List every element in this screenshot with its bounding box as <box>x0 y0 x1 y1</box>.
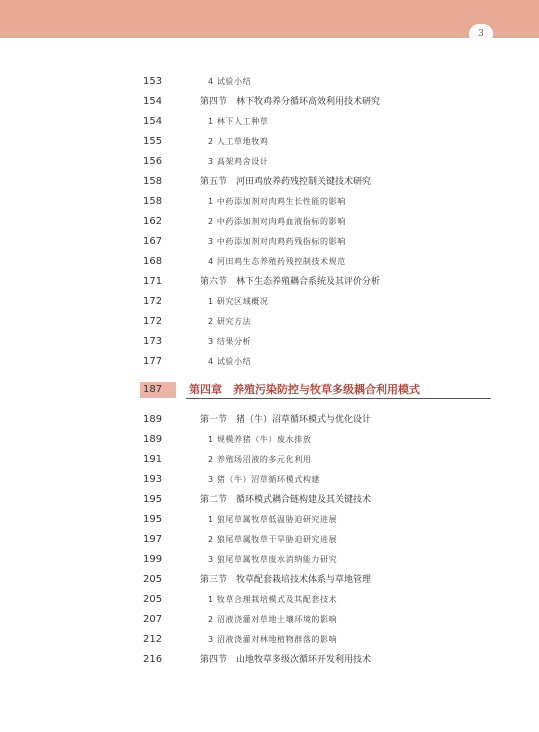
toc-row[interactable] <box>0 315 539 329</box>
toc-page-number: 195 <box>143 514 163 525</box>
toc-entry-text: 第一节 猪（牛）沼草循环模式与优化设计 <box>200 415 372 425</box>
toc-page-number: 155 <box>143 136 163 147</box>
toc-row[interactable] <box>0 493 539 507</box>
toc-page-number: 199 <box>143 554 163 565</box>
toc-page-number: 154 <box>143 116 163 127</box>
toc-entry-text: 3 中药添加剂对肉鸡药残指标的影响 <box>208 237 346 246</box>
toc-row[interactable] <box>0 633 539 647</box>
toc-row[interactable] <box>0 235 539 249</box>
toc-entry-text: 2 研究方法 <box>208 317 252 326</box>
toc-entry-text: 2 狼尾草属牧草干旱胁迫研究进展 <box>208 535 338 544</box>
toc-entry-text: 2 养殖场沼液的多元化利用 <box>208 455 312 464</box>
toc-page-number: 156 <box>143 156 163 167</box>
toc-row[interactable] <box>0 195 539 209</box>
toc-entry-text: 4 试验小结 <box>208 357 252 366</box>
toc-chapter-page-number: 187 <box>140 382 176 398</box>
toc-page-number: 189 <box>143 414 163 425</box>
toc-entry-text: 4 试验小结 <box>208 77 252 86</box>
toc-row[interactable] <box>0 275 539 289</box>
toc-page-number: 193 <box>143 474 163 485</box>
toc-page-number: 177 <box>143 356 163 367</box>
toc-page-number: 195 <box>143 494 163 505</box>
toc-entry-text: 第六节 林下生态养殖耦合系统及其评价分析 <box>200 277 381 287</box>
toc-entry-text: 2 沼液浇灌对草地土壤环境的影响 <box>208 615 338 624</box>
toc-row[interactable] <box>0 355 539 369</box>
toc-page-number: 172 <box>143 316 163 327</box>
toc-row[interactable] <box>0 513 539 527</box>
toc-row[interactable] <box>0 533 539 547</box>
toc-entry-text: 1 林下人工种草 <box>208 117 269 126</box>
toc-row[interactable] <box>0 215 539 229</box>
toc-page-number: 154 <box>143 96 163 107</box>
toc-entry-text: 1 中药添加剂对肉鸡生长性能的影响 <box>208 197 346 206</box>
toc-row[interactable] <box>0 453 539 467</box>
toc-entry-text: 3 高架鸡舍设计 <box>208 157 269 166</box>
toc-entry-text: 1 牧草合理栽培模式及其配套技术 <box>208 595 338 604</box>
toc-page-number: 216 <box>143 654 163 665</box>
toc-row[interactable] <box>0 573 539 587</box>
toc-page-number: 205 <box>143 574 163 585</box>
toc-page-number: 207 <box>143 614 163 625</box>
toc-page-number: 153 <box>143 76 163 87</box>
toc-page-number: 172 <box>143 296 163 307</box>
toc-row[interactable] <box>0 653 539 667</box>
toc-page-number: 167 <box>143 236 163 247</box>
toc-row[interactable] <box>0 413 539 427</box>
toc-chapter-title: 第四章 养殖污染防控与牧草多级耦合利用模式 <box>189 383 420 396</box>
toc-row[interactable] <box>0 155 539 169</box>
page-number-badge: 3 <box>469 24 493 44</box>
toc-entry-text: 2 中药添加剂对肉鸡血液指标的影响 <box>208 217 346 226</box>
toc-row[interactable] <box>0 335 539 349</box>
toc-row[interactable] <box>0 135 539 149</box>
toc-entry-text: 第四节 林下牧鸡养分循环高效利用技术研究 <box>200 97 381 107</box>
toc-row[interactable] <box>0 295 539 309</box>
toc-page-number: 162 <box>143 216 163 227</box>
toc-row[interactable] <box>0 115 539 129</box>
toc-entry-text: 1 狼尾草属牧草低温胁迫研究进展 <box>208 515 338 524</box>
toc-entry-text: 第五节 河田鸡放养药残控制关键技术研究 <box>200 177 372 187</box>
toc-page-number: 189 <box>143 434 163 445</box>
toc-entry-text: 3 沼液浇灌对林地植物群落的影响 <box>208 635 338 644</box>
toc-entry-text: 3 狼尾草属牧草废水消纳能力研究 <box>208 555 338 564</box>
toc-row[interactable] <box>0 613 539 627</box>
toc-page-number: 173 <box>143 336 163 347</box>
toc-row[interactable] <box>0 593 539 607</box>
toc-page-number: 158 <box>143 196 163 207</box>
chapter-divider <box>186 398 491 399</box>
toc-page-number: 191 <box>143 454 163 465</box>
toc-entry-text: 1 规模养猪（牛）废水排放 <box>208 435 312 444</box>
toc-entry-text: 第四节 山地牧草多级次循环开发利用技术 <box>200 655 372 665</box>
toc-page-number: 158 <box>143 176 163 187</box>
toc-row[interactable] <box>0 473 539 487</box>
toc-page-number: 212 <box>143 634 163 645</box>
toc-row[interactable] <box>0 553 539 567</box>
toc-entry-text: 4 河田鸡生态养殖药残控制技术规范 <box>208 257 346 266</box>
header-bar <box>0 0 539 38</box>
toc-entry-text: 2 人工草地牧鸡 <box>208 137 269 146</box>
toc-entry-text: 第三节 牧草配套栽培技术体系与草地管理 <box>200 575 372 585</box>
toc-page-number: 197 <box>143 534 163 545</box>
toc-page-number: 171 <box>143 276 163 287</box>
toc-entry-text: 第二节 循环模式耦合链构建及其关键技术 <box>200 495 372 505</box>
toc-row[interactable] <box>0 433 539 447</box>
toc-page-number: 168 <box>143 256 163 267</box>
toc-entry-text: 3 猪（牛）沼草循环模式构建 <box>208 475 321 484</box>
toc-entry-text: 1 研究区域概况 <box>208 297 269 306</box>
toc-entry-text: 3 结果分析 <box>208 337 252 346</box>
toc-row[interactable] <box>0 255 539 269</box>
toc-row[interactable] <box>0 75 539 89</box>
toc-row[interactable] <box>0 95 539 109</box>
toc-row[interactable] <box>0 175 539 189</box>
toc-page-number: 205 <box>143 594 163 605</box>
